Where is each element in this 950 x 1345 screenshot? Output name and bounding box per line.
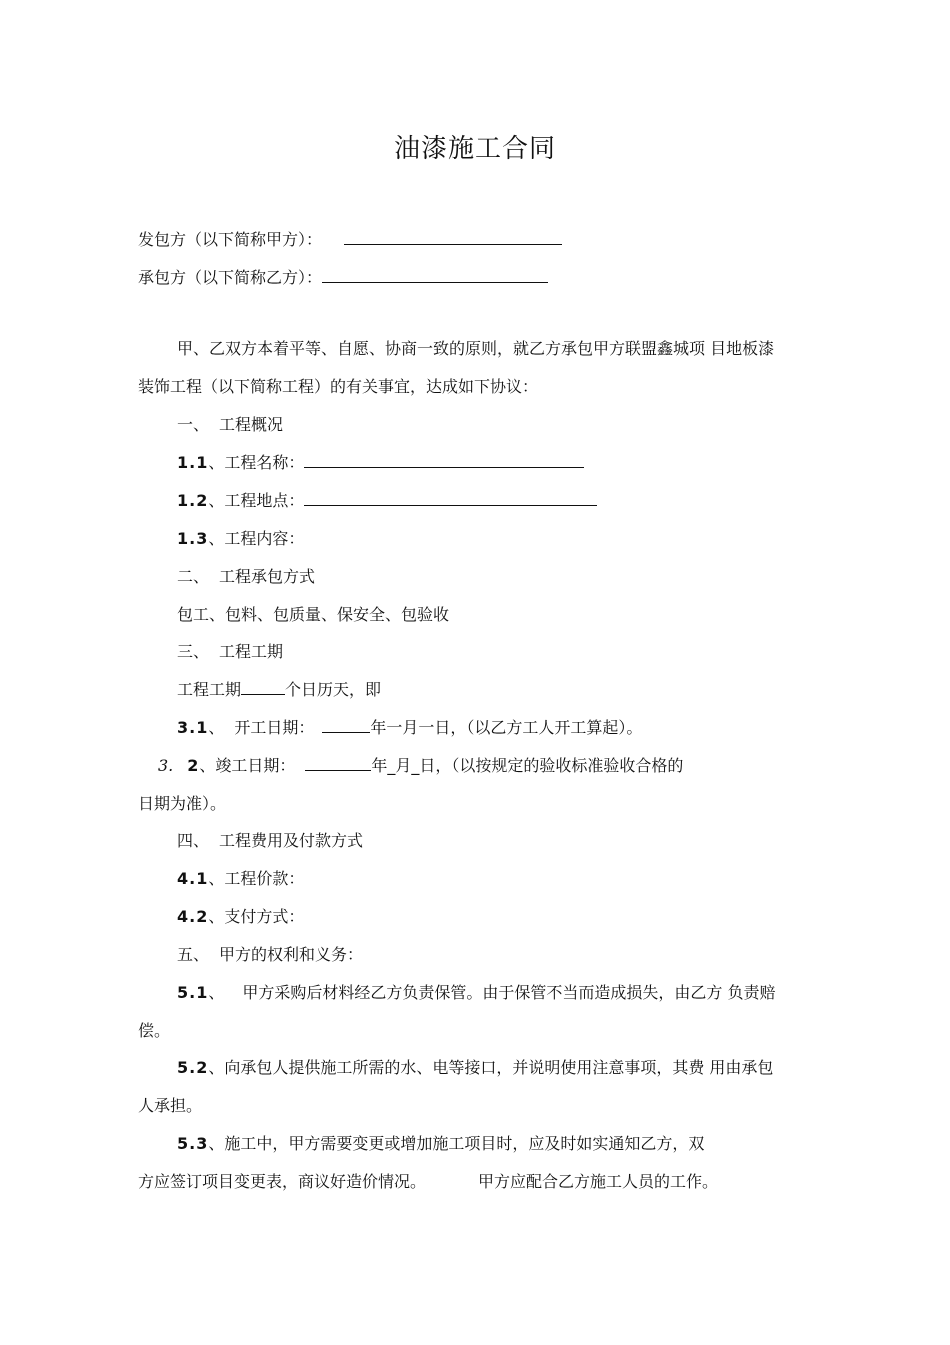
section-1-number: 一、 xyxy=(177,415,210,434)
item-4-2-label: 、支付方式： xyxy=(208,907,305,926)
item-3-1-sep: 、 xyxy=(208,718,225,737)
item-5-3 xyxy=(177,1134,704,1154)
party-b-label: 承包方（以下简称乙方）： xyxy=(138,268,323,287)
item-3-2 xyxy=(158,756,683,776)
start-year-blank xyxy=(322,718,370,733)
item-5-3-continued xyxy=(138,1172,718,1192)
section-3-heading xyxy=(177,642,283,662)
item-3-1 xyxy=(177,718,642,738)
section-5-title: 甲方的权利和义务： xyxy=(219,945,364,964)
section-5-heading xyxy=(177,945,363,965)
section-1-heading xyxy=(177,415,283,435)
party-a-line xyxy=(138,230,562,250)
completion-year-blank xyxy=(305,756,371,771)
item-3-2-number-prefix: 3. xyxy=(158,756,174,775)
project-location-blank xyxy=(304,491,597,506)
section-2-number: 二、 xyxy=(177,567,210,586)
section-4-heading xyxy=(177,831,363,851)
item-5-2-continued: 人承担。 xyxy=(138,1096,203,1115)
item-1-2-label: 、工程地点： xyxy=(208,491,305,510)
section-3-number: 三、 xyxy=(177,642,210,661)
party-a-label: 发包方（以下简称甲方）： xyxy=(138,230,323,249)
party-b-blank xyxy=(322,268,548,283)
item-1-1-label: 、工程名称： xyxy=(208,453,305,472)
item-5-1-sep: 、 xyxy=(208,983,225,1002)
item-4-1-number: 4.1 xyxy=(177,869,209,888)
duration-prefix: 工程工期 xyxy=(177,680,242,699)
item-5-3-text-b: 甲方应配合乙方施工人员的工作。 xyxy=(478,1172,719,1191)
item-4-1-label: 、工程价款： xyxy=(208,869,305,888)
section-1-title: 工程概况 xyxy=(219,415,284,434)
start-date-label: 开工日期： xyxy=(234,718,315,737)
completion-date-label: 、竣工日期： xyxy=(199,756,296,775)
item-5-2 xyxy=(177,1058,773,1078)
section-4-title: 工程费用及付款方式 xyxy=(219,831,364,850)
document-title: 油漆施工合同 xyxy=(393,134,556,164)
item-5-3-text-a: 方应签订项目变更表，商议好造价情况。 xyxy=(138,1172,427,1191)
item-4-2-number: 4.2 xyxy=(177,907,209,926)
item-1-3-number: 1.3 xyxy=(177,529,209,548)
item-3-2-number: 2 xyxy=(187,756,200,775)
item-3-2-continued: 日期为准）。 xyxy=(138,794,227,813)
item-1-1-number: 1.1 xyxy=(177,453,209,472)
section-3-title: 工程工期 xyxy=(219,642,284,661)
section-4-number: 四、 xyxy=(177,831,210,850)
item-5-2-text: 、向承包人提供施工所需的水、电等接口，并说明使用注意事项，其费 用由承包 xyxy=(208,1058,774,1077)
duration-suffix: 个日历天，即 xyxy=(285,680,382,699)
item-5-3-text: 、施工中，甲方需要变更或增加施工项目时，应及时如实通知乙方，双 xyxy=(208,1134,705,1153)
completion-date-text: 年_月_日，（以按规定的验收标准验收合格的 xyxy=(371,756,684,775)
item-1-2 xyxy=(177,491,597,511)
item-1-1 xyxy=(177,453,584,473)
item-3-1-number: 3.1 xyxy=(177,718,209,737)
section-5-number: 五、 xyxy=(177,945,210,964)
item-5-1 xyxy=(177,983,775,1003)
item-1-3-label: 、工程内容： xyxy=(208,529,305,548)
item-1-2-number: 1.2 xyxy=(177,491,209,510)
item-5-1-number: 5.1 xyxy=(177,983,209,1002)
intro-line-1: 甲、乙双方本着平等、自愿、协商一致的原则，就乙方承包甲方联盟鑫城项 目地板漆 xyxy=(177,339,775,358)
project-name-blank xyxy=(304,453,584,468)
section-2-heading xyxy=(177,567,315,587)
item-5-1-text: 甲方采购后材料经乙方负责保管。由于保管不当而造成损失，由乙方 负责赔 xyxy=(242,983,776,1002)
item-4-1 xyxy=(177,869,304,889)
party-b-line xyxy=(138,268,548,288)
item-4-2 xyxy=(177,907,304,927)
item-5-1-continued: 偿。 xyxy=(138,1021,171,1040)
duration-days-blank xyxy=(241,680,285,695)
item-1-3 xyxy=(177,529,304,549)
item-5-3-number: 5.3 xyxy=(177,1134,209,1153)
section-2-title: 工程承包方式 xyxy=(219,567,316,586)
intro-line-2: 装饰工程（以下简称工程）的有关事宜，达成如下协议： xyxy=(138,377,539,396)
start-date-text: 年一月一日，（以乙方工人开工算起）。 xyxy=(370,718,643,737)
item-5-2-number: 5.2 xyxy=(177,1058,209,1077)
party-a-blank xyxy=(344,230,562,245)
section-2-body: 包工、包料、包质量、保安全、包验收 xyxy=(177,605,450,624)
duration-line xyxy=(177,680,381,700)
